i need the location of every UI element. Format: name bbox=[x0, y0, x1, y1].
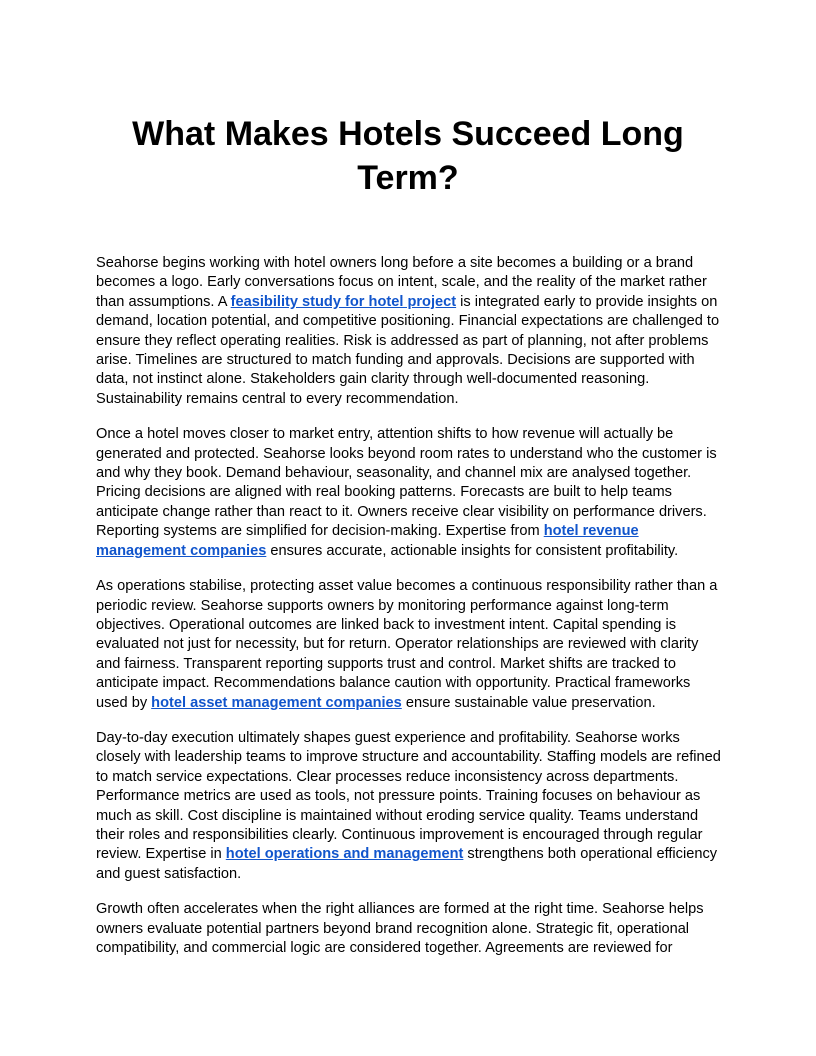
link-feasibility-study[interactable]: feasibility study for hotel project bbox=[230, 293, 457, 310]
link-asset-management[interactable]: hotel asset management companies bbox=[151, 694, 402, 711]
paragraph-text: ensure sustainable value preservation. bbox=[401, 694, 656, 711]
paragraph-operations bbox=[96, 729, 724, 884]
page-title: What Makes Hotels Succeed Long Term? bbox=[132, 115, 684, 197]
paragraph-text: Seahorse begins working with hotel owners long before a site becomes a building or a brand becomes a logo. Early conversations focus on intent, scale, and the reality of the market rather than assumptions. A bbox=[96, 255, 707, 310]
paragraph-text: ensures accurate, actionable insights for consistent profitability. bbox=[266, 542, 679, 559]
link-revenue-management[interactable]: hotel revenue management companies bbox=[96, 523, 639, 559]
paragraph-feasibility bbox=[96, 254, 724, 409]
paragraph-text: strengthens both operational efficiency and guest satisfaction. bbox=[96, 846, 718, 882]
article-body bbox=[96, 254, 724, 974]
paragraph-text: Day-to-day execution ultimately shapes guest experience and profitability. Seahorse works closely with leadership teams to improve structure and accountability. Staffing models are refined to match service expectations. Clear processes reduce inconsistency across departments. Performance metrics are used as tools, not pressure points. Training focuses on behaviour as much as skill. Cost discipline is maintained without eroding service quality. Teams understand their roles and responsibilities clearly. Continuous improvement is encouraged through regular review. Expertise in bbox=[96, 729, 721, 863]
paragraph-text: As operations stabilise, protecting asset value becomes a continuous responsibility rather than a periodic review. Seahorse supports owners by monitoring performance against long-term objectives. Operational outcomes are linked back to investment intent. Capital spending is evaluated not just for necessity, but for return. Operator relationships are reviewed with clarity and fairness. Transparent reporting supports trust and control. Market shifts are tracked to anticipate impact. Recommendations balance caution with opportunity. Practical frameworks used by bbox=[96, 578, 718, 711]
paragraph-alliances bbox=[96, 900, 724, 958]
link-operations-management[interactable]: hotel operations and management bbox=[225, 846, 464, 863]
paragraph-text: Growth often accelerates when the right alliances are formed at the right time. Seahorse helps owners evaluate potential partners beyond brand recognition alone. Strategic fit, operational compatibility, and commercial logic are considered together. Agreements are reviewed for bbox=[96, 901, 704, 956]
paragraph-text: is integrated early to provide insights on demand, location potential, and competitive positioning. Financial expectations are challenged to ensure they reflect operating realities. Risk is addressed as part of planning, not after problems arise. Timelines are structured to match funding and approvals. Decisions are supported with data, not instinct alone. Stakeholders gain clarity through well-documented reasoning. Sustainability remains central to every recommendation. bbox=[96, 293, 720, 407]
paragraph-revenue bbox=[96, 425, 724, 561]
paragraph-text: Once a hotel moves closer to market entry, attention shifts to how revenue will actually be generated and protected. Seahorse looks beyond room rates to understand who the customer is and why they book. Demand behaviour, seasonality, and channel mix are analysed together. Pricing decisions are aligned with real booking patterns. Forecasts are built to help teams anticipate change rather than react to it. Owners receive clear visibility on performance drivers. Reporting systems are simplified for decision-making. Expertise from bbox=[96, 426, 717, 540]
paragraph-asset bbox=[96, 577, 724, 713]
